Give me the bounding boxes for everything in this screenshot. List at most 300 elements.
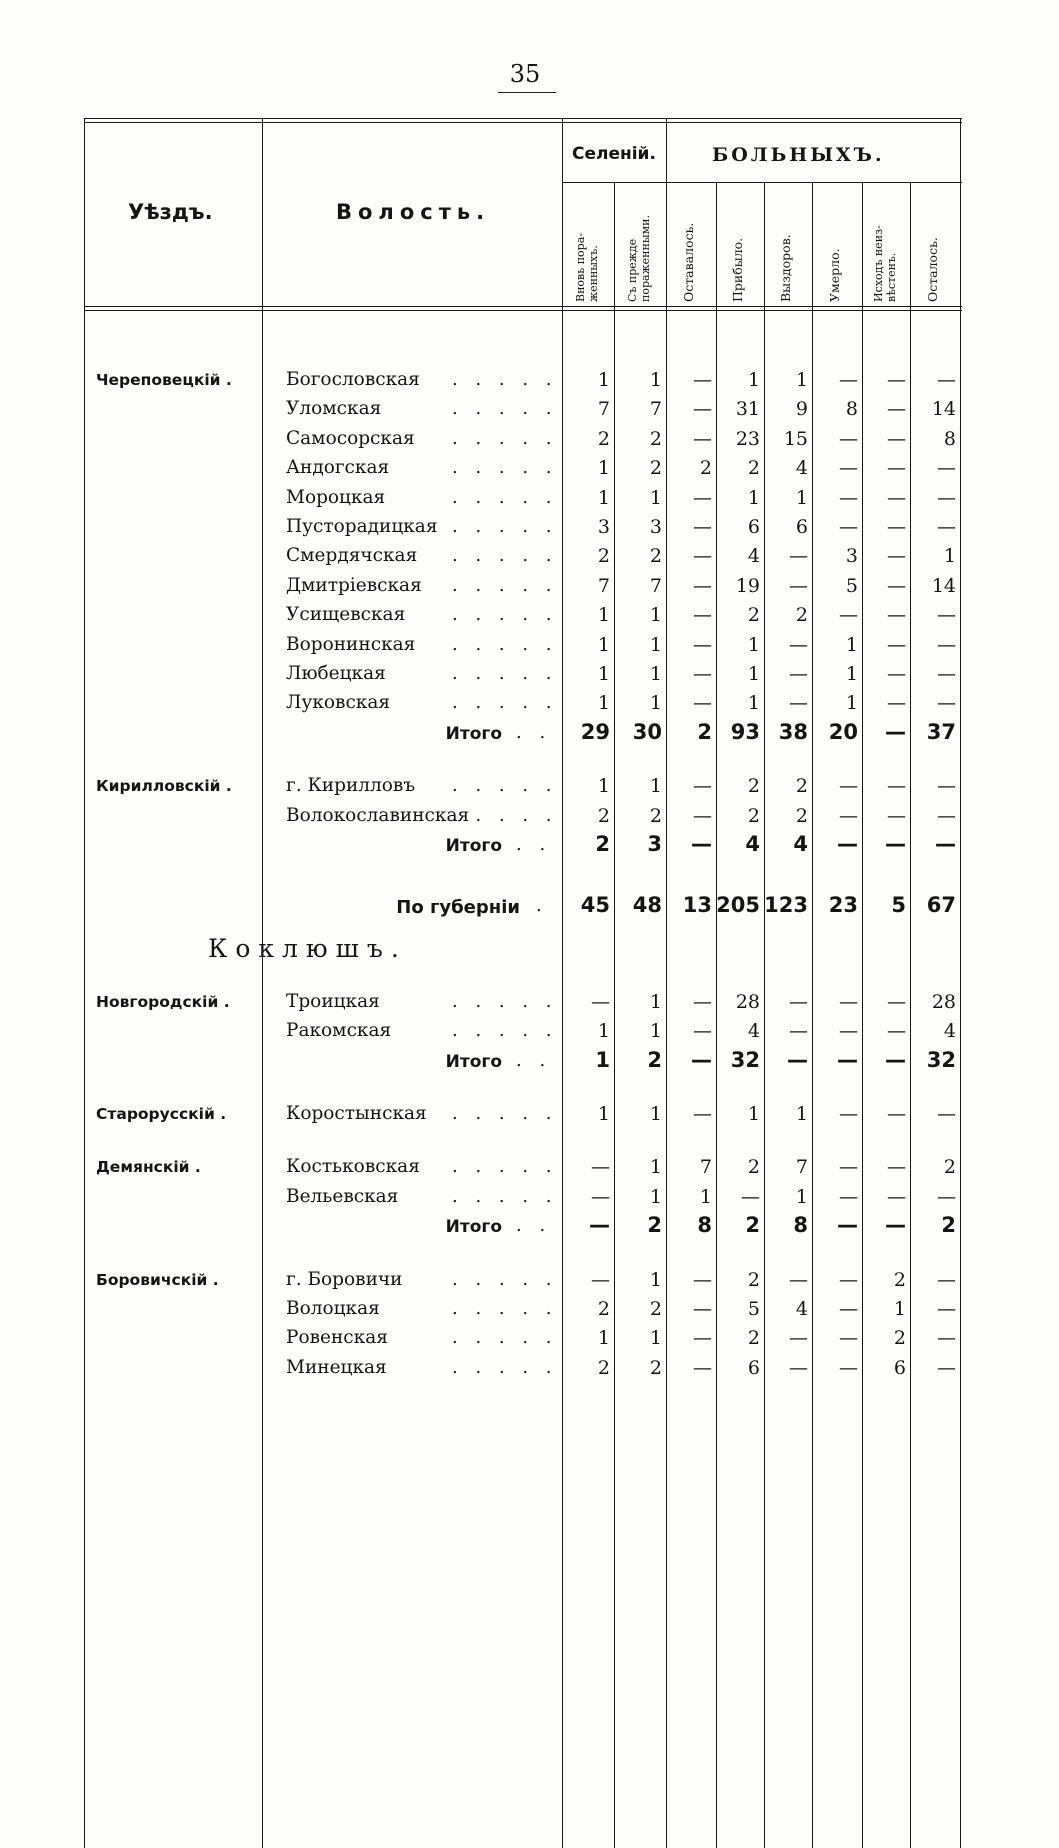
total-col-5: 20 [828, 720, 858, 744]
cell-col-5: — [839, 1186, 858, 1208]
grand-total-col-4: 123 [764, 893, 808, 917]
cell-col-6: — [887, 369, 906, 391]
leader-dots: . . . . . [452, 1357, 558, 1378]
cell-col-2: — [693, 1269, 712, 1291]
cell-col-7: — [937, 663, 956, 685]
cell-col-2: — [693, 692, 712, 714]
total-col-0: 29 [580, 720, 610, 744]
total-col-7: 2 [941, 1213, 956, 1237]
uezd-name: Кирилловскій . [96, 777, 232, 795]
cell-col-7: — [937, 805, 956, 827]
section-title-1: Коклюшъ. [208, 933, 407, 963]
leader-dots: . . . . . [452, 775, 558, 796]
cell-col-6: 6 [893, 1357, 906, 1379]
column-header-0: Вновь пора-женныхъ. [574, 233, 600, 302]
cell-col-0: 7 [597, 575, 610, 597]
cell-col-2: — [693, 398, 712, 420]
leader-dots: . . . . . [452, 369, 558, 390]
column-header-5: Умерло. [827, 248, 842, 302]
grand-total-col-2: 13 [682, 893, 712, 917]
volost-name: Дмитріевская [286, 575, 422, 596]
cell-col-3: 6 [747, 516, 760, 538]
cell-col-3: — [741, 1186, 760, 1208]
cell-col-2: 1 [699, 1186, 712, 1208]
cell-col-6: — [887, 516, 906, 538]
cell-col-5: — [839, 1269, 858, 1291]
cell-col-2: — [693, 369, 712, 391]
column-header-7: Осталось. [925, 237, 940, 302]
cell-col-0: 2 [597, 428, 610, 450]
total-label: Итого [445, 724, 502, 744]
grand-total-col-0: 45 [580, 893, 610, 917]
leader-dots: . . . . . [452, 1186, 558, 1207]
cell-col-1: 1 [649, 1156, 662, 1178]
total-col-5: — [837, 1048, 858, 1072]
cell-col-0: 1 [597, 692, 610, 714]
leader-dots: . . . . . [452, 487, 558, 508]
cell-col-3: 1 [747, 487, 760, 509]
cell-col-5: 1 [845, 634, 858, 656]
cell-col-3: 1 [747, 634, 760, 656]
cell-col-0: 1 [597, 634, 610, 656]
cell-col-4: 7 [795, 1156, 808, 1178]
volost-name: Любецкая [286, 663, 386, 684]
cell-col-0: 1 [597, 663, 610, 685]
cell-col-2: — [693, 775, 712, 797]
cell-col-2: — [693, 545, 712, 567]
total-label: Итого [445, 1052, 502, 1072]
leader-dots: . . . . . [452, 1269, 558, 1290]
total-col-7: 37 [926, 720, 956, 744]
cell-col-6: — [887, 991, 906, 1013]
cell-col-7: — [937, 516, 956, 538]
table-row [84, 772, 962, 801]
volost-name: Луковская [286, 692, 391, 713]
leader-dots: . . . . . [452, 1103, 558, 1124]
cell-col-4: 2 [795, 775, 808, 797]
leader-dots: . . . . . [452, 428, 558, 449]
cell-col-2: — [693, 805, 712, 827]
total-col-0: 2 [595, 832, 610, 856]
cell-col-3: 4 [747, 545, 760, 567]
total-col-2: 8 [697, 1213, 712, 1237]
cell-col-1: 2 [649, 1357, 662, 1379]
cell-col-4: 2 [795, 805, 808, 827]
cell-col-2: — [693, 1298, 712, 1320]
cell-col-5: — [839, 1298, 858, 1320]
cell-col-5: — [839, 1103, 858, 1125]
cell-col-0: 1 [597, 457, 610, 479]
volost-name: Самосорская [286, 428, 415, 449]
uezd-name: Боровичскій . [96, 1271, 219, 1289]
table-row [84, 1153, 962, 1182]
volost-name: г. Кирилловъ [286, 775, 416, 796]
header-bottom-rule-2 [84, 310, 962, 311]
total-col-4: 38 [778, 720, 808, 744]
header-seleniy: Селеній. [572, 144, 656, 164]
uezd-name: Демянскій . [96, 1158, 201, 1176]
cell-col-1: 2 [649, 428, 662, 450]
statistics-table [84, 118, 962, 1407]
table-row [84, 1183, 962, 1212]
cell-col-1: 1 [649, 634, 662, 656]
cell-col-7: 4 [943, 1020, 956, 1042]
table-row [84, 425, 962, 454]
total-col-3: 2 [745, 1213, 760, 1237]
leader-dots: . [536, 895, 548, 916]
table-row [84, 454, 962, 483]
table-row [84, 1017, 962, 1046]
total-col-2: — [691, 1048, 712, 1072]
cell-col-5: — [839, 487, 858, 509]
cell-col-5: — [839, 1357, 858, 1379]
cell-col-5: — [839, 604, 858, 626]
cell-col-7: — [937, 692, 956, 714]
total-label: Итого [445, 1217, 502, 1237]
header-uezd: Уѣздъ. [128, 200, 213, 224]
leader-dots: . . . . . [452, 991, 558, 1012]
cell-col-1: 1 [649, 1269, 662, 1291]
cell-col-2: 2 [699, 457, 712, 479]
total-col-4: 8 [793, 1213, 808, 1237]
grand-total-col-7: 67 [926, 893, 956, 917]
cell-col-0: 1 [597, 604, 610, 626]
grand-total-row [84, 892, 962, 921]
cell-col-1: 1 [649, 991, 662, 1013]
cell-col-6: — [887, 692, 906, 714]
cell-col-4: — [789, 545, 808, 567]
cell-col-1: 1 [649, 369, 662, 391]
cell-col-5: — [839, 1156, 858, 1178]
cell-col-6: 2 [893, 1269, 906, 1291]
leader-dots: . . . . . [452, 457, 558, 478]
cell-col-7: 8 [943, 428, 956, 450]
total-col-0: — [589, 1213, 610, 1237]
cell-col-4: — [789, 575, 808, 597]
leader-dots: . . . . . [452, 1327, 558, 1348]
cell-col-5: — [839, 775, 858, 797]
total-row [84, 831, 962, 860]
cell-col-4: 1 [795, 1103, 808, 1125]
cell-col-6: — [887, 1186, 906, 1208]
uezd-name: Новгородскій . [96, 993, 230, 1011]
cell-col-3: 5 [747, 1298, 760, 1320]
grand-total-label: По губерніи [396, 897, 520, 918]
cell-col-7: — [937, 1327, 956, 1349]
cell-col-7: — [937, 1103, 956, 1125]
column-header-6: Исходъ неиз-вѣстенъ. [872, 225, 898, 302]
cell-col-3: 19 [735, 575, 760, 597]
cell-col-7: — [937, 775, 956, 797]
cell-col-0: 3 [597, 516, 610, 538]
cell-col-5: 5 [845, 575, 858, 597]
cell-col-4: — [789, 692, 808, 714]
cell-col-0: 1 [597, 1327, 610, 1349]
cell-col-6: — [887, 1103, 906, 1125]
cell-col-4: — [789, 663, 808, 685]
cell-col-0: 1 [597, 369, 610, 391]
table-row [84, 988, 962, 1017]
cell-col-2: — [693, 1020, 712, 1042]
cell-col-3: 2 [747, 1269, 760, 1291]
page-number: 35 [509, 60, 541, 88]
cell-col-6: — [887, 775, 906, 797]
cell-col-4: 6 [795, 516, 808, 538]
grand-total-col-5: 23 [828, 893, 858, 917]
cell-col-6: — [887, 575, 906, 597]
cell-col-0: — [591, 1156, 610, 1178]
total-row [84, 719, 962, 748]
table-row [84, 660, 962, 689]
table-row [84, 1354, 962, 1383]
volost-name: Волокославинская [286, 805, 470, 826]
cell-col-0: 2 [597, 1357, 610, 1379]
table-row [84, 366, 962, 395]
cell-col-1: 1 [649, 487, 662, 509]
total-col-7: — [935, 832, 956, 856]
total-row [84, 1047, 962, 1076]
header-group-rule [562, 182, 962, 183]
cell-col-7: — [937, 604, 956, 626]
total-col-3: 93 [730, 720, 760, 744]
leader-dots: . . . . . [452, 1298, 558, 1319]
cell-col-7: — [937, 634, 956, 656]
cell-col-6: — [887, 604, 906, 626]
cell-col-2: — [693, 1103, 712, 1125]
table-top-rule [84, 118, 962, 119]
page-number-rule [498, 92, 556, 93]
cell-col-2: — [693, 1327, 712, 1349]
cell-col-3: 1 [747, 663, 760, 685]
cell-col-0: 2 [597, 805, 610, 827]
cell-col-6: 1 [893, 1298, 906, 1320]
cell-col-7: — [937, 487, 956, 509]
table-top-rule-2 [84, 122, 962, 123]
total-col-5: — [837, 1213, 858, 1237]
cell-col-7: — [937, 369, 956, 391]
cell-col-0: — [591, 1269, 610, 1291]
leader-dots: . . . . . [452, 604, 558, 625]
cell-col-0: — [591, 1186, 610, 1208]
cell-col-5: — [839, 1327, 858, 1349]
cell-col-1: 3 [649, 516, 662, 538]
cell-col-2: — [693, 663, 712, 685]
cell-col-0: 1 [597, 775, 610, 797]
cell-col-5: 3 [845, 545, 858, 567]
uezd-name: Старорусскій . [96, 1105, 227, 1123]
cell-col-4: 4 [795, 457, 808, 479]
cell-col-2: — [693, 1357, 712, 1379]
table-row [84, 601, 962, 630]
cell-col-4: — [789, 1269, 808, 1291]
volost-name: Смердячская [286, 545, 418, 566]
total-col-1: 2 [647, 1048, 662, 1072]
table-row [84, 1295, 962, 1324]
leader-dots: . . . . . [452, 545, 558, 566]
cell-col-4: 4 [795, 1298, 808, 1320]
cell-col-4: 15 [783, 428, 808, 450]
total-col-6: — [885, 1213, 906, 1237]
cell-col-0: 7 [597, 398, 610, 420]
cell-col-0: — [591, 991, 610, 1013]
cell-col-2: — [693, 575, 712, 597]
table-row [84, 802, 962, 831]
cell-col-4: 9 [795, 398, 808, 420]
total-col-7: 32 [926, 1048, 956, 1072]
total-col-6: — [885, 1048, 906, 1072]
cell-col-4: 1 [795, 487, 808, 509]
cell-col-7: — [937, 1298, 956, 1320]
cell-col-2: — [693, 487, 712, 509]
grand-total-col-3: 205 [716, 893, 760, 917]
leader-dots: . . . . . [452, 805, 558, 826]
cell-col-7: 2 [943, 1156, 956, 1178]
table-row [84, 572, 962, 601]
leader-dots: . . . . . [452, 575, 558, 596]
cell-col-0: 2 [597, 1298, 610, 1320]
cell-col-4: — [789, 634, 808, 656]
volost-name: Мороцкая [286, 487, 386, 508]
cell-col-1: 1 [649, 663, 662, 685]
volost-name: Вельевская [286, 1186, 399, 1207]
table-row [84, 689, 962, 718]
cell-col-6: — [887, 428, 906, 450]
cell-col-7: — [937, 1357, 956, 1379]
cell-col-3: 2 [747, 775, 760, 797]
total-col-5: — [837, 832, 858, 856]
cell-col-0: 1 [597, 487, 610, 509]
cell-col-6: — [887, 634, 906, 656]
cell-col-6: — [887, 545, 906, 567]
cell-col-1: 2 [649, 805, 662, 827]
cell-col-7: — [937, 1269, 956, 1291]
table-row [84, 484, 962, 513]
leader-dots: . . . . . [452, 663, 558, 684]
cell-col-4: — [789, 1357, 808, 1379]
cell-col-2: — [693, 634, 712, 656]
table-row [84, 395, 962, 424]
volost-name: Воронинская [286, 634, 416, 655]
table-row [84, 631, 962, 660]
table-row [84, 542, 962, 571]
volost-name: Ракомская [286, 1020, 392, 1041]
volost-name: Троицкая [286, 991, 380, 1012]
cell-col-1: 2 [649, 545, 662, 567]
header-volost: Волость. [336, 200, 491, 224]
cell-col-6: 2 [893, 1327, 906, 1349]
cell-col-5: — [839, 991, 858, 1013]
cell-col-5: — [839, 1020, 858, 1042]
cell-col-1: 2 [649, 1298, 662, 1320]
cell-col-7: 28 [931, 991, 956, 1013]
cell-col-7: 14 [931, 398, 956, 420]
cell-col-2: — [693, 991, 712, 1013]
volost-name: Минецкая [286, 1357, 387, 1378]
cell-col-6: — [887, 1020, 906, 1042]
volost-name: Ровенская [286, 1327, 388, 1348]
cell-col-2: — [693, 516, 712, 538]
cell-col-1: 1 [649, 1186, 662, 1208]
leader-dots: . . . . . [452, 692, 558, 713]
cell-col-5: — [839, 457, 858, 479]
table-row [84, 513, 962, 542]
cell-col-3: 2 [747, 805, 760, 827]
cell-col-7: 1 [943, 545, 956, 567]
cell-col-6: — [887, 663, 906, 685]
volost-name: Коростынская [286, 1103, 427, 1124]
header-bolnykh: БОЛЬНЫХЪ. [712, 144, 885, 166]
cell-col-2: — [693, 604, 712, 626]
cell-col-4: 1 [795, 1186, 808, 1208]
cell-col-0: 2 [597, 545, 610, 567]
cell-col-3: 1 [747, 1103, 760, 1125]
leader-dots: . . [516, 1050, 552, 1071]
cell-col-3: 6 [747, 1357, 760, 1379]
cell-col-3: 2 [747, 457, 760, 479]
cell-col-4: — [789, 1020, 808, 1042]
cell-col-5: 1 [845, 663, 858, 685]
cell-col-3: 2 [747, 1156, 760, 1178]
cell-col-1: 1 [649, 692, 662, 714]
leader-dots: . . . . . [452, 516, 558, 537]
cell-col-5: — [839, 369, 858, 391]
cell-col-3: 23 [735, 428, 760, 450]
grand-total-col-1: 48 [632, 893, 662, 917]
leader-dots: . . . . . [452, 1020, 558, 1041]
volost-name: Волоцкая [286, 1298, 380, 1319]
cell-col-3: 4 [747, 1020, 760, 1042]
cell-col-1: 1 [649, 775, 662, 797]
cell-col-7: 14 [931, 575, 956, 597]
cell-col-6: — [887, 1156, 906, 1178]
volost-name: Богословская [286, 369, 420, 390]
cell-col-1: 2 [649, 457, 662, 479]
cell-col-7: — [937, 457, 956, 479]
leader-dots: . . [516, 722, 552, 743]
total-row [84, 1212, 962, 1241]
column-header-2: Оставалось. [681, 222, 696, 302]
total-col-3: 32 [730, 1048, 760, 1072]
cell-col-6: — [887, 487, 906, 509]
column-header-4: Выздоров. [778, 234, 793, 302]
table-row [84, 1266, 962, 1295]
cell-col-4: — [789, 1327, 808, 1349]
cell-col-5: — [839, 805, 858, 827]
cell-col-1: 1 [649, 1103, 662, 1125]
cell-col-3: 2 [747, 1327, 760, 1349]
cell-col-2: — [693, 428, 712, 450]
cell-col-3: 2 [747, 604, 760, 626]
total-col-1: 2 [647, 1213, 662, 1237]
cell-col-5: — [839, 516, 858, 538]
cell-col-0: 1 [597, 1020, 610, 1042]
grand-total-col-6: 5 [891, 893, 906, 917]
header-bottom-rule [84, 306, 962, 307]
total-col-4: — [787, 1048, 808, 1072]
column-header-3: Прибыло. [730, 237, 745, 302]
cell-col-1: 7 [649, 575, 662, 597]
cell-col-1: 1 [649, 604, 662, 626]
total-col-2: — [691, 832, 712, 856]
cell-col-4: — [789, 991, 808, 1013]
total-col-0: 1 [595, 1048, 610, 1072]
volost-name: Пусторадицкая [286, 516, 438, 537]
leader-dots: . . . . . [452, 398, 558, 419]
total-col-4: 4 [793, 832, 808, 856]
cell-col-6: — [887, 398, 906, 420]
leader-dots: . . . . . [452, 1156, 558, 1177]
total-col-1: 3 [647, 832, 662, 856]
